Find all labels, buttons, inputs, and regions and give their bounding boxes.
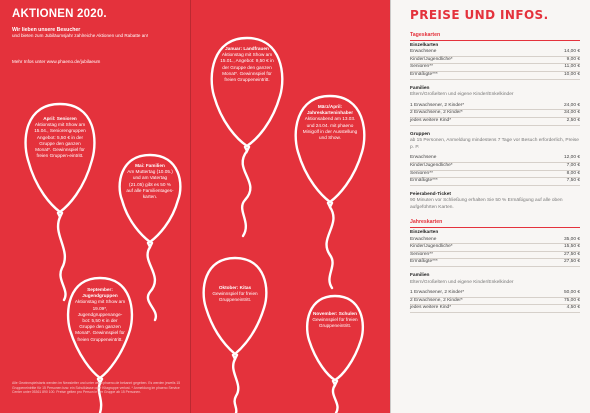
footnote: Alle Gewinnspielstarts werden im Newsletter und unter www.phaeno.de bekannt gegeben. Es werden jeweils 15 Gruppeneintritte für 15 Personen bzw. ein Schulklasse oder Kitagruppe verlost. * Anmeldung im phaeno Service Center unter 05361 890 100. Preise gelten pro Person in der Gruppe ab 15 Personen. — [12, 381, 181, 395]
price-value: 35,00 € — [563, 236, 580, 242]
price-value: 2,50 € — [566, 117, 580, 123]
price-label: Senioren** — [410, 251, 433, 257]
balloon-september-text — [74, 287, 126, 343]
price-list — [410, 28, 580, 313]
subheading-feierabend: Feierabend-Ticket — [410, 191, 451, 197]
price-row — [410, 72, 580, 80]
price-value: 15,50 € — [563, 244, 580, 250]
price-row — [410, 163, 580, 171]
prices-title: PREISE UND INFOS. — [410, 8, 549, 22]
price-label: Kinder/Jugendliche* — [410, 244, 453, 250]
page-title-actions: AKTIONEN 2020. — [12, 8, 107, 20]
price-label: Ermäßigte*** — [410, 71, 438, 77]
price-value: 7,00 € — [566, 162, 580, 168]
balloon-maerz-body: Aktionsabend am 13.03. und 24.04. mit phaeno Minigolf in der Ausstellung und Show. — [302, 116, 358, 141]
balloon-januar-text — [219, 46, 275, 83]
einzelkarten-year-rows — [410, 237, 580, 267]
price-value: 12,00 € — [563, 155, 580, 161]
price-value: 4,50 € — [566, 305, 580, 311]
intro-text — [12, 27, 184, 64]
section-jahreskarten: Jahreskarten — [410, 219, 580, 228]
balloon-mai-title: Mai: Familien — [135, 163, 165, 168]
price-label: jedes weitere Kind* — [410, 305, 452, 311]
price-row — [410, 110, 580, 118]
info-url: Mehr Infos unter www.phaeno.de/jubilaeum — [12, 59, 101, 64]
balloon-september-title: September: Jugendgruppen — [82, 287, 118, 299]
balloon-november-text — [311, 311, 359, 330]
balloon-mai-body: Am Muttertag (10.05.) und am Vatertag (21.05) gibt es 50 % auf alle Familientages-karten. — [126, 169, 174, 200]
price-label: Senioren** — [410, 64, 433, 70]
price-value: 27,50 € — [563, 259, 580, 265]
price-row — [410, 305, 580, 313]
familien-note: Eltern/Großeltern und eigene Kinder/Enkelkinder — [410, 92, 514, 98]
subheading-familien-year: Familien — [410, 273, 430, 279]
price-label: Erwachsene — [410, 236, 437, 242]
price-label: 1 Erwachsener, 2 Kinder* — [410, 290, 465, 296]
einzelkarten-day-rows — [410, 49, 580, 79]
feierabend-note: 90 Minuten vor Schließung erhalten Sie 50 % Ermäßigung auf alle oben aufgeführten Karten. — [410, 198, 563, 210]
familien-day-rows — [410, 103, 580, 126]
balloon-januar-title: Januar: Landfrauen — [225, 46, 269, 51]
price-row — [410, 118, 580, 126]
price-row — [410, 57, 580, 65]
gruppen-rows — [410, 155, 580, 185]
gruppen-note: ab 15 Personen, Anmeldung mindestens 7 Tage vor Besuch erforderlich, Preise p. P. — [410, 138, 579, 150]
balloon-april-body: Aktionstag mit Show am 15.04., Seniorengruppen Angebot: 5,50 € in der Gruppe den ganzen Monat*. Gewinnspiel für freien Gruppen-eintritt. — [34, 122, 86, 159]
familien-year-rows — [410, 290, 580, 313]
price-row — [410, 64, 580, 72]
balloon-april-text — [33, 116, 87, 159]
price-label: Ermäßigte*** — [410, 259, 438, 265]
subheading-einzelkarten-year: Einzelkarten — [410, 230, 439, 236]
balloon-november-title: November: Schulen — [312, 311, 358, 316]
subheading-einzelkarten: Einzelkarten — [410, 42, 439, 48]
fold-line — [390, 0, 391, 413]
balloon-november — [307, 296, 363, 380]
price-value: 24,00 € — [563, 102, 580, 108]
subheading-gruppen: Gruppen — [410, 131, 430, 137]
price-row — [410, 171, 580, 179]
price-label: jedes weitere Kind* — [410, 117, 452, 123]
price-label: Erwachsene — [410, 49, 437, 55]
price-label: 2 Erwachsene, 2 Kinder* — [410, 297, 463, 303]
price-label: Senioren** — [410, 170, 433, 176]
intro-heading: Wir lieben unsere Besucher — [12, 27, 81, 33]
intro-body: und bieten zum Jubiläumsjahr zahlreiche Aktionen und Rabatte an! — [12, 33, 149, 39]
price-value: 34,00 € — [563, 110, 580, 116]
price-row — [410, 49, 580, 57]
balloon-september-body: Aktionstag mit Show am 19.09*, Jugendgruppenange-bot: 5,50 € in der Gruppe den ganzen Monat*. Gewinnspiel für freien Gruppeneintritt. — [74, 299, 126, 342]
balloon-mai-text — [126, 163, 174, 200]
price-row — [410, 178, 580, 186]
price-value: 11,00 € — [564, 64, 580, 70]
price-value: 50,00 € — [563, 290, 580, 296]
price-label: Kinder/Jugendliche* — [410, 56, 453, 62]
section-tageskarten: Tageskarten — [410, 32, 580, 41]
price-value: 9,00 € — [566, 56, 580, 62]
price-value: 7,50 € — [566, 178, 580, 184]
balloon-oktober-body: Gewinnspiel für freien Gruppeneintritt. — [212, 291, 258, 303]
price-value: 10,00 € — [563, 71, 580, 77]
price-label: Kinder/Jugendliche* — [410, 162, 453, 168]
price-label: 1 Erwachsener, 2 Kinder* — [410, 102, 465, 108]
price-row — [410, 259, 580, 267]
balloon-januar-body: Aktionstag mit Show am 15.01., Angebot: 9,50 € in der Gruppe den ganzen Monat*. Gewinnspiel für freien Gruppeneintritt. — [220, 52, 274, 83]
price-row — [410, 290, 580, 298]
balloon-maerz-title: März/April: Jahreskarteninhaber — [306, 104, 354, 116]
balloon-oktober-title: Oktober: Kitas — [218, 285, 252, 290]
price-value: 14,00 € — [563, 49, 580, 55]
price-label: Ermäßigte*** — [410, 178, 438, 184]
price-row — [410, 155, 580, 163]
price-value: 75,00 € — [563, 297, 580, 303]
price-value: 27,50 € — [563, 251, 580, 257]
subheading-familien: Familien — [410, 85, 430, 91]
price-row — [410, 244, 580, 252]
price-label: 2 Erwachsene, 2 Kinder* — [410, 110, 463, 116]
balloon-april-title: April: Senioren — [43, 116, 77, 121]
balloon-oktober — [204, 258, 267, 354]
balloon-maerz-text — [302, 104, 358, 141]
balloon-oktober-text — [211, 285, 259, 304]
balloon-november-body: Gewinnspiel für freien Gruppeneintritt. — [312, 317, 358, 329]
price-label: Erwachsene — [410, 155, 437, 161]
price-value: 8,00 € — [566, 170, 580, 176]
familien-year-note: Eltern/Großeltern und eigene Kinder/Enkelkinder — [410, 279, 514, 285]
